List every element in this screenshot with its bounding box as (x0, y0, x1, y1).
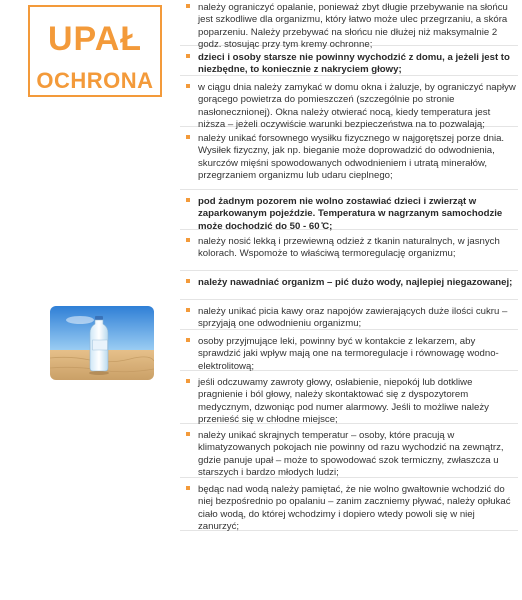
list-item-text: będąc nad wodą należy pamiętać, że nie wolno gwałtownie wchodzić do niej bezpośrednio po opalaniu – zanim zaczniemy pływać, należy opłukać ciało wodą, do której wchodzimy i dopiero wtedy powoli się w niej zanurzyć; (198, 484, 511, 533)
list-item (180, 131, 518, 190)
list-item-text: należy nawadniać organizm – pić dużo wody, najlepiej niegazowanej; (198, 277, 513, 288)
bullet-icon (186, 238, 190, 242)
list-item (180, 304, 518, 330)
list-item (180, 275, 518, 300)
list-item (180, 194, 518, 230)
list-item-text: dzieci i osoby starsze nie powinny wychodzić z domu, a jeżeli jest to niezbędne, to koniecznie z nakryciem głowy; (198, 52, 510, 76)
left-column (0, 0, 178, 600)
bullet-icon (186, 338, 190, 342)
list-item-text: jeśli odczuwamy zawroty głowy, osłabienie, niepokój lub dotkliwe pragnienie i ból głowy, należy skontaktować się z dyspozytorem medycznym, dzwoniąc pod numer alarmowy. Jeśli to możliwe należy przenieść się w chłodne miejsce; (198, 377, 489, 426)
list-item (180, 375, 518, 424)
bullet-icon (186, 279, 190, 283)
list-item (180, 482, 518, 531)
list-item (180, 234, 518, 271)
list-item-text: należy unikać picia kawy oraz napojów zawierających duże ilości cukru – sprzyjają one odwodnieniu organizmu; (198, 306, 508, 330)
list-item-text: należy ograniczyć opalanie, ponieważ zbyt długie przebywanie na słońcu jest szkodliwe dla organizmu, który łatwo może ulec przegrzaniu, a skóra poparzeniu. Należy przebywać na słońcu nie dłużej niż maksymalnie 2 godz. stosując przy tym kremy ochronne; (198, 2, 508, 51)
bullet-icon (186, 308, 190, 312)
bullet-icon (186, 486, 190, 490)
list-item (180, 334, 518, 371)
list-item (180, 428, 518, 478)
list-item-text: osoby przyjmujące leki, powinny być w kontakcie z lekarzem, aby sprawdzić jaki wpływ mają one na termoregulacje i równowagę wodno-elektrolitową; (198, 336, 499, 372)
list-item (180, 50, 518, 76)
list-item (180, 0, 518, 51)
bullet-icon (186, 54, 190, 58)
list-item-text: należy nosić lekką i przewiewną odzież z tkanin naturalnych, w jasnych kolorach. Wspomoże to właściwą termoregulację organizmu; (198, 236, 500, 260)
list-item-text: w ciągu dnia należy zamykać w domu okna i żaluzje, by ograniczyć napływ gorącego powietrza do pomieszczeń (szczególnie po stronie nasłonecznionej). Okna należy otwierać nocą, kiedy temperatura jest niższa – jeżeli oczywiście warunki bezpieczeństwa na to pozwalają; (198, 82, 516, 131)
bullet-icon (186, 432, 190, 436)
bullet-icon (186, 379, 190, 383)
water-bottle-photo (50, 306, 154, 380)
bullet-icon (186, 4, 190, 8)
water-bottle-icon (50, 306, 154, 380)
logo-title: UPAŁ (47, 20, 143, 58)
list-item-text: należy unikać forsownego wysiłku fizycznego w najgorętszej porze dnia. Wysiłek fizyczny, jak np. bieganie może doprowadzić do odwodnienia, skurczów mięśni spowodowanych odwodnieniem i utratą minerałów, przegrzaniem organizmu lub udaru cieplnego; (198, 133, 505, 182)
bullet-icon (186, 84, 190, 88)
list-item (180, 80, 518, 131)
bullet-icon (186, 135, 190, 139)
bullet-icon (186, 198, 190, 202)
list-item-text: pod żadnym pozorem nie wolno zostawiać dzieci i zwierząt w zaparkowanym pojeździe. Temperatura w nagrzanym samochodzie może dochodzić do 50 - 60 ̊C; (198, 196, 503, 232)
logo-box (28, 5, 162, 97)
list-item-text: należy unikać skrajnych temperatur – osoby, które pracują w klimatyzowanych pokojach nie powinny od razu wychodzić na zewnątrz, gdzie panuje upał – może to spowodować szok termiczny, zwłaszcza u starszych i bardzo młodych ludzi; (198, 430, 504, 479)
logo-subtitle: OCHRONA (36, 68, 154, 93)
